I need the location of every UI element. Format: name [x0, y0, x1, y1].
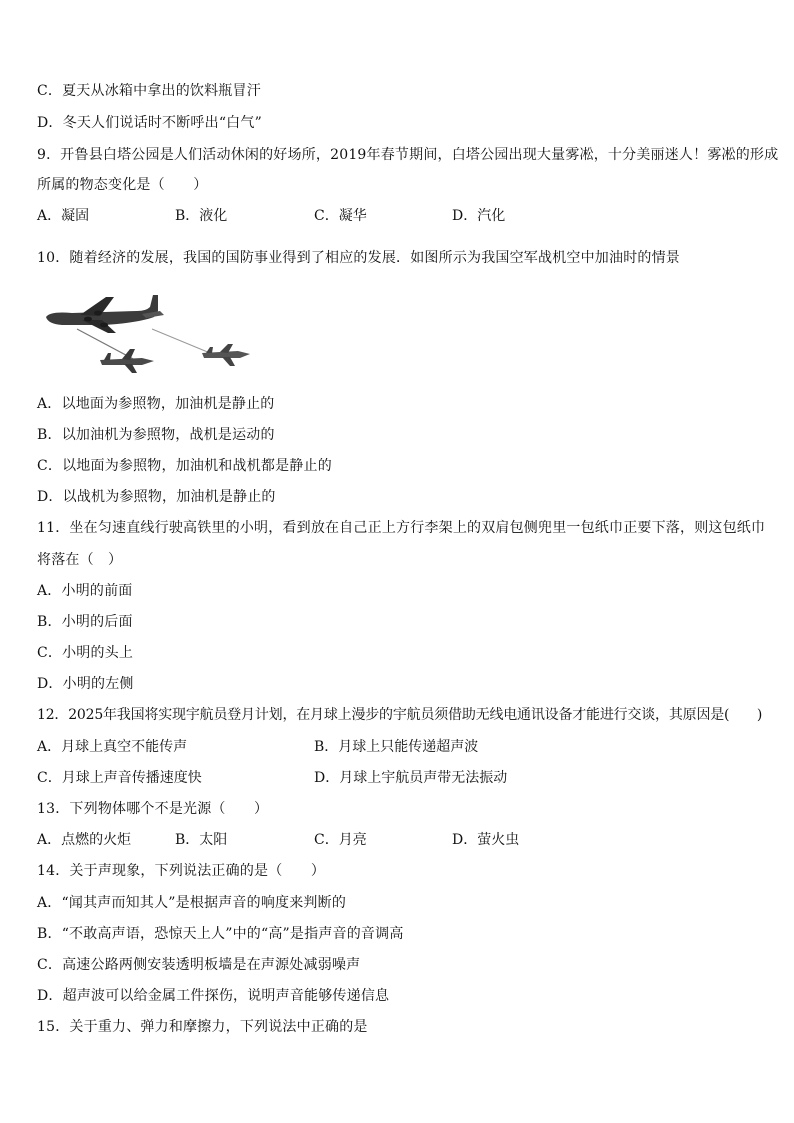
q9-option-b: B．液化 — [175, 208, 228, 224]
q12-option-b: B．月球上只能传递超声波 — [314, 739, 479, 755]
q13-option-b: B．太阳 — [175, 832, 228, 848]
q10-option-c: C．以地面为参照物，加油机和战机都是静止的 — [37, 458, 332, 474]
q11-option-b: B．小明的后面 — [37, 614, 133, 630]
refuel-hose-right — [152, 329, 210, 353]
q9-option-c: C．凝华 — [314, 208, 367, 224]
q11-stem-line2: 将落在（ ） — [37, 552, 123, 568]
q13-option-d: D．萤火虫 — [452, 832, 520, 848]
q11-option-c: C．小明的头上 — [37, 645, 134, 661]
q14-option-a: A．“闻其声而知其人”是根据声音的响度来判断的 — [37, 895, 347, 911]
q9-stem-line2: 所属的物态变化是（ ） — [37, 177, 208, 193]
q9-stem-line1: 9．开鲁县白塔公园是人们活动休闲的好场所，2019年春节期间，白塔公园出现大量雾凇，十分美丽迷人！雾凇的形成 — [37, 147, 779, 163]
q12-option-c: C．月球上声音传播速度快 — [37, 770, 202, 786]
q13-option-a: A．点燃的火炬 — [37, 832, 132, 848]
q14-stem: 14．关于声现象，下列说法正确的是（ ） — [37, 863, 326, 879]
q12-stem: 12．2025年我国将实现宇航员登月计划，在月球上漫步的宇航员须借助无线电通讯设备才能进行交谈，其原因是( ) — [37, 707, 763, 723]
q10-option-d: D．以战机为参照物，加油机是静止的 — [37, 489, 276, 505]
air-refueling-figure — [42, 289, 257, 375]
fighter-jet-right — [202, 344, 250, 366]
q10-stem: 10．随着经济的发展，我国的国防事业得到了相应的发展．如图所示为我国空军战机空中加油时的情景 — [37, 250, 681, 266]
q11-option-d: D．小明的左侧 — [37, 676, 134, 692]
q13-stem: 13．下列物体哪个不是光源（ ） — [37, 801, 269, 817]
q14-option-d: D．超声波可以给金属工件探伤，说明声音能够传递信息 — [37, 988, 390, 1004]
q9-option-d: D．汽化 — [452, 208, 506, 224]
q14-option-c: C．高速公路两侧安装透明板墙是在声源处减弱噪声 — [37, 957, 361, 973]
q10-option-a: A．以地面为参照物，加油机是静止的 — [37, 396, 275, 412]
q15-stem: 15．关于重力、弹力和摩擦力，下列说法中正确的是 — [37, 1019, 368, 1035]
q10-option-b: B．以加油机为参照物，战机是运动的 — [37, 427, 275, 443]
q14-option-b: B．“不敢高声语，恐惊天上人”中的“高”是指声音的音调高 — [37, 926, 404, 942]
q11-stem-line1: 11．坐在匀速直线行驶高铁里的小明，看到放在自己正上方行李架上的双肩包侧兜里一包纸巾正要下落，则这包纸巾 — [37, 520, 766, 536]
q12-option-a: A．月球上真空不能传声 — [37, 739, 188, 755]
q9-option-a: A．凝固 — [37, 208, 90, 224]
fighter-jet-left — [100, 349, 154, 373]
q8-option-c: C．夏天从冰箱中拿出的饮料瓶冒汗 — [37, 83, 261, 99]
q11-option-a: A．小明的前面 — [37, 583, 133, 599]
q12-option-d: D．月球上宇航员声带无法振动 — [314, 770, 508, 786]
q13-option-c: C．月亮 — [314, 832, 367, 848]
q8-option-d: D．冬天人们说话时不断呼出“白气” — [37, 115, 262, 131]
tanker-aircraft — [46, 295, 164, 333]
